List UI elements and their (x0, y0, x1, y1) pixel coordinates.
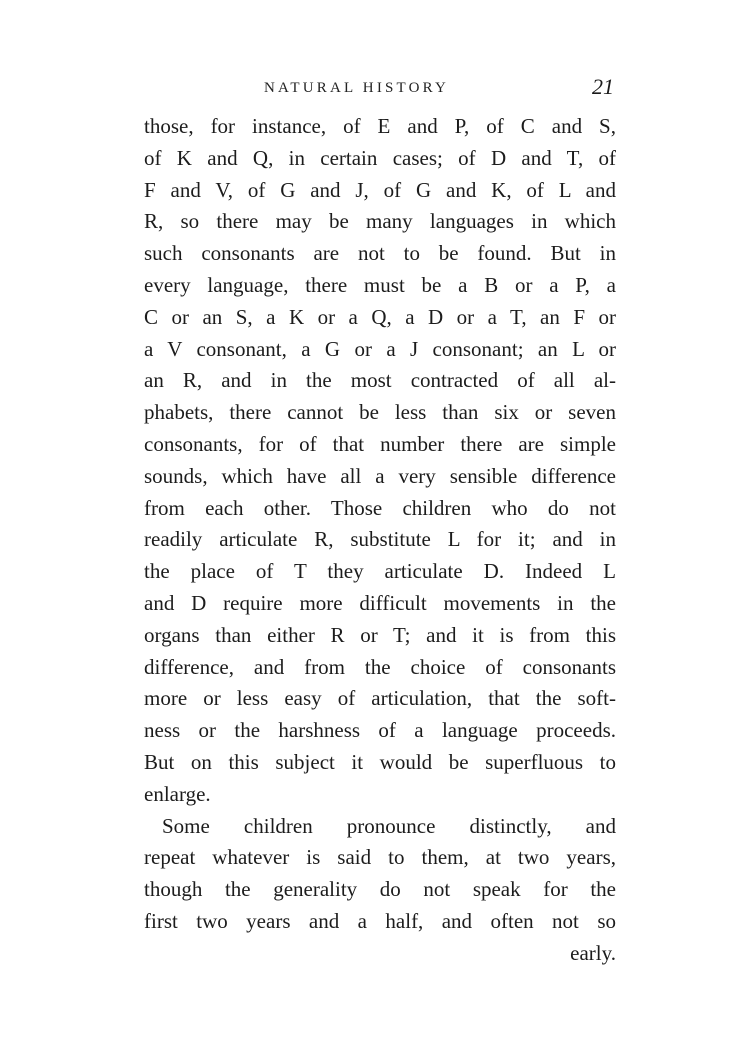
text-line: such consonants are not to be found. But in (144, 241, 616, 266)
text-line: those, for instance, of E and P, of C and S, (144, 114, 616, 138)
text-line: readily articulate R, substitute L for it; and in (144, 527, 616, 552)
text-line: R, so there may be many languages in which (144, 209, 616, 234)
text-line: every language, there must be a B or a P, a (144, 272, 616, 297)
text-line: But on this subject it would be superfluous to (144, 749, 616, 774)
running-head (144, 74, 616, 104)
text-line: sounds, which have all a very sensible difference (144, 463, 616, 488)
text-line: difference, and from the choice of consonants (144, 654, 616, 679)
catchword-line: early. (570, 940, 616, 965)
text-line: the place of T they articulate D. Indeed L (144, 559, 616, 584)
text-line: ness or the harshness of a language proceeds. (144, 718, 616, 743)
text-line: a V consonant, a G or a J consonant; an L or (144, 336, 616, 361)
body-text (144, 111, 616, 970)
text-line: consonants, for of that number there are simple (144, 431, 616, 456)
text-line: first two years and a half, and often not so (144, 908, 616, 933)
paragraph-first-line: Some children pronounce distinctly, and (162, 813, 616, 838)
page-number: 21 (592, 74, 614, 99)
text-line: more or less easy of articulation, that the soft- (144, 686, 616, 711)
text-line: organs than either R or T; and it is from this (144, 622, 616, 647)
running-title: NATURAL HISTORY (264, 80, 450, 96)
text-line: from each other. Those children who do not (144, 495, 616, 520)
text-line: repeat whatever is said to them, at two years, (144, 845, 616, 870)
text-line: C or an S, a K or a Q, a D or a T, an F or (144, 304, 616, 329)
text-line: and D require more difficult movements in the (144, 590, 616, 615)
text-line: phabets, there cannot be less than six or seven (144, 400, 616, 425)
text-line: F and V, of G and J, of G and K, of L and (144, 177, 616, 202)
text-line: though the generality do not speak for the (144, 877, 616, 902)
text-line: of K and Q, in certain cases; of D and T, of (144, 145, 616, 170)
text-line: an R, and in the most contracted of all al- (144, 368, 616, 393)
paragraph-last-line: enlarge. (144, 781, 211, 806)
